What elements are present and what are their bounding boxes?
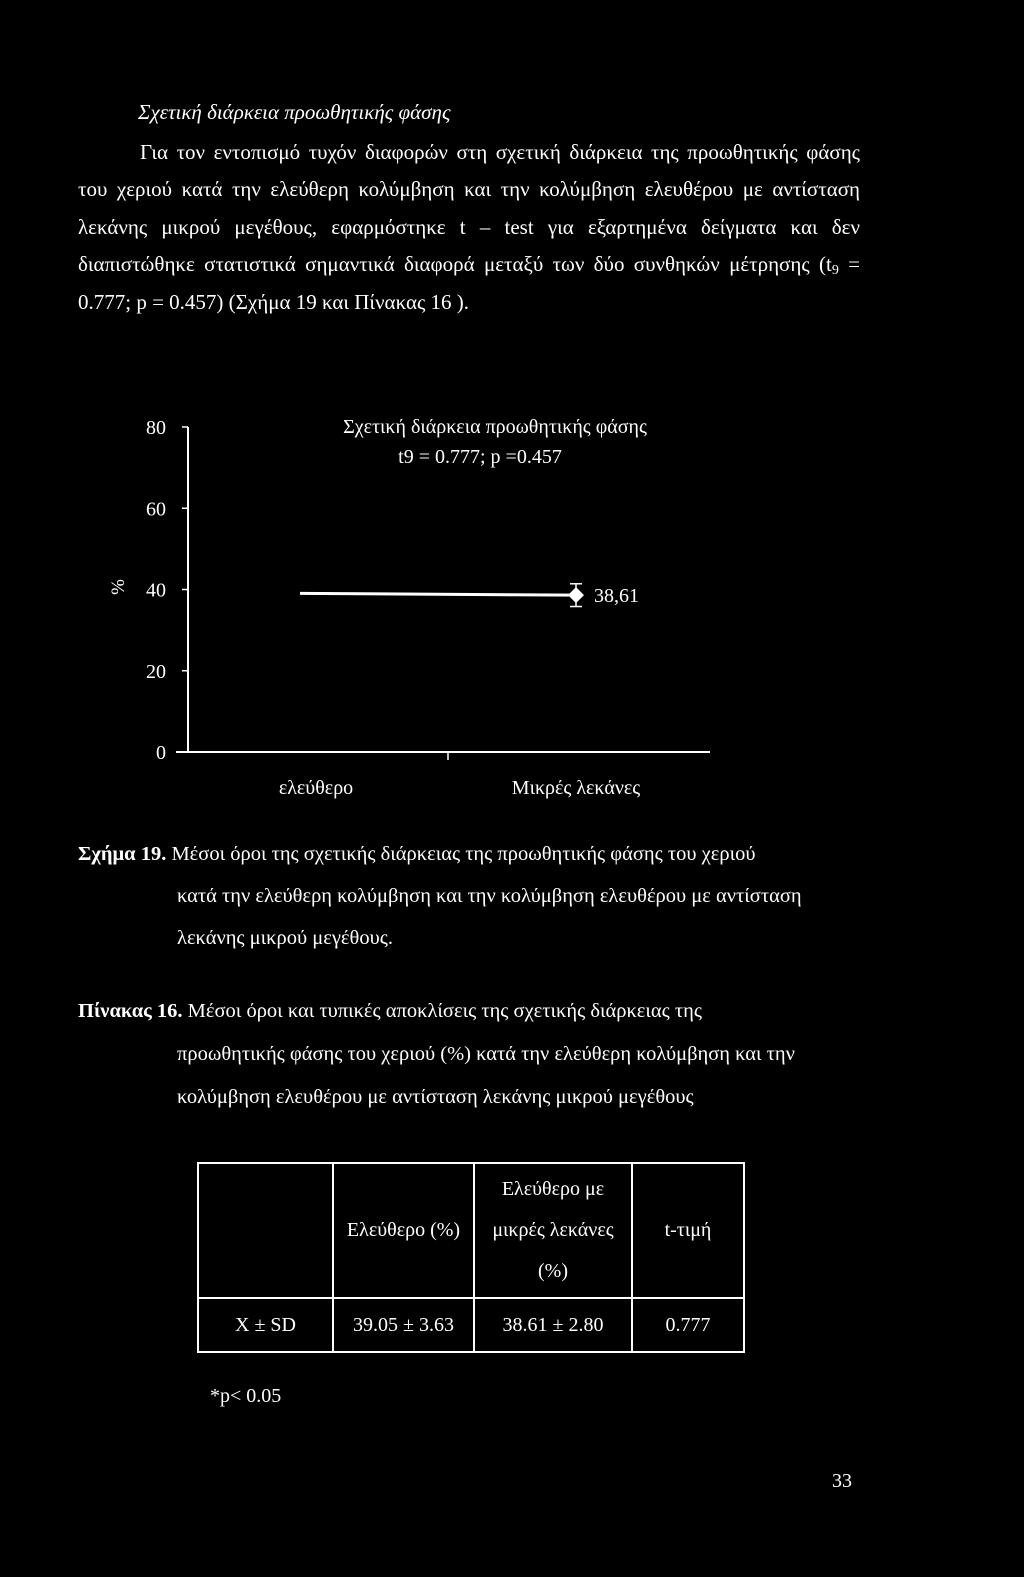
series-group <box>300 584 639 607</box>
table-caption-rest: προωθητικής φάσης του χεριού (%) κατά την ελεύθερη κολύμβηση και την κολύμβηση ελευθέρου με αντίσταση λεκάνης μικρού μεγέθους <box>177 1043 795 1108</box>
footnote: *p< 0.05 <box>210 1385 282 1407</box>
x-tick-labels <box>279 777 640 799</box>
paragraph-subscript: 9 <box>831 263 839 279</box>
chart-subtitle: t9 = 0.777; p =0.457 <box>398 446 562 468</box>
figure-caption-line1: Μέσοι όροι της σχετικής διάρκειας της προωθητικής φάσης του χεριού <box>166 843 756 865</box>
table-header-empty <box>198 1163 333 1298</box>
series-line <box>300 593 576 595</box>
figure-caption-label: Σχήμα 19. <box>78 843 167 865</box>
table-header-small-basins: Ελεύθερο με μικρές λεκάνες (%) <box>474 1163 632 1298</box>
y-tick-label: 60 <box>146 498 166 521</box>
page-number: 33 <box>832 1470 852 1492</box>
table-caption <box>78 990 860 1119</box>
table-caption-line1: Μέσοι όροι και τυπικές αποκλίσεις της σχετικής διάρκειας της <box>182 1000 702 1022</box>
paragraph-text-after: = 0.777; p = 0.457) (Σχήμα 19 και Πίνακας 16 ). <box>78 252 860 314</box>
data-label: 38,61 <box>594 585 639 608</box>
paragraph-text-before: Για τον εντοπισμό τυχόν διαφορών στη σχετική διάρκεια της προωθητικής φάσης του χεριού κατά την ελεύθερη κολύμβηση και την κολύμβηση ελευθέρου με αντίσταση λεκάνης μικρού μεγέθους, εφαρμόστηκε t – test για εξαρτημένα δείγματα και δεν διαπιστώθηκε στατιστικά σημαντικά διαφορά μεταξύ των δύο συνθηκών μέτρησης (t <box>78 140 860 277</box>
figure-caption-rest: κατά την ελεύθερη κολύμβηση και την κολύμβηση ελευθέρου με αντίσταση λεκάνης μικρού μεγέθους. <box>177 885 802 949</box>
table-row <box>198 1298 744 1352</box>
data-point-marker <box>568 587 584 603</box>
table-cell-small-basins: 38.61 ± 2.80 <box>474 1298 632 1352</box>
x-tick-label: Μικρές λεκάνες <box>511 777 641 799</box>
table-cell-t-value: 0.777 <box>632 1298 744 1352</box>
table-header-t-value: t-τιμή <box>632 1163 744 1298</box>
table-header-row <box>198 1163 744 1298</box>
y-tick-label: 80 <box>146 417 166 439</box>
chart-title: Σχετική διάρκεια προωθητικής φάσης <box>343 416 647 438</box>
figure-19-chart <box>0 395 1024 815</box>
x-tick-label: ελεύθερο <box>278 777 354 799</box>
y-ticks <box>146 417 188 764</box>
figure-caption <box>78 833 860 959</box>
y-tick-label: 20 <box>146 660 166 683</box>
table-cell-stat: X ± SD <box>198 1298 333 1352</box>
section-heading: Σχετική διάρκεια προωθητικής φάσης <box>138 100 451 124</box>
table-cell-free: 39.05 ± 3.63 <box>333 1298 474 1352</box>
y-tick-label: 0 <box>156 742 166 764</box>
y-tick-label: 40 <box>146 579 166 602</box>
table-header-free: Ελεύθερο (%) <box>333 1163 474 1298</box>
results-table <box>197 1162 745 1353</box>
body-paragraph <box>78 134 860 321</box>
y-axis-label: % <box>108 579 129 595</box>
table-caption-label: Πίνακας 16. <box>78 1000 183 1022</box>
